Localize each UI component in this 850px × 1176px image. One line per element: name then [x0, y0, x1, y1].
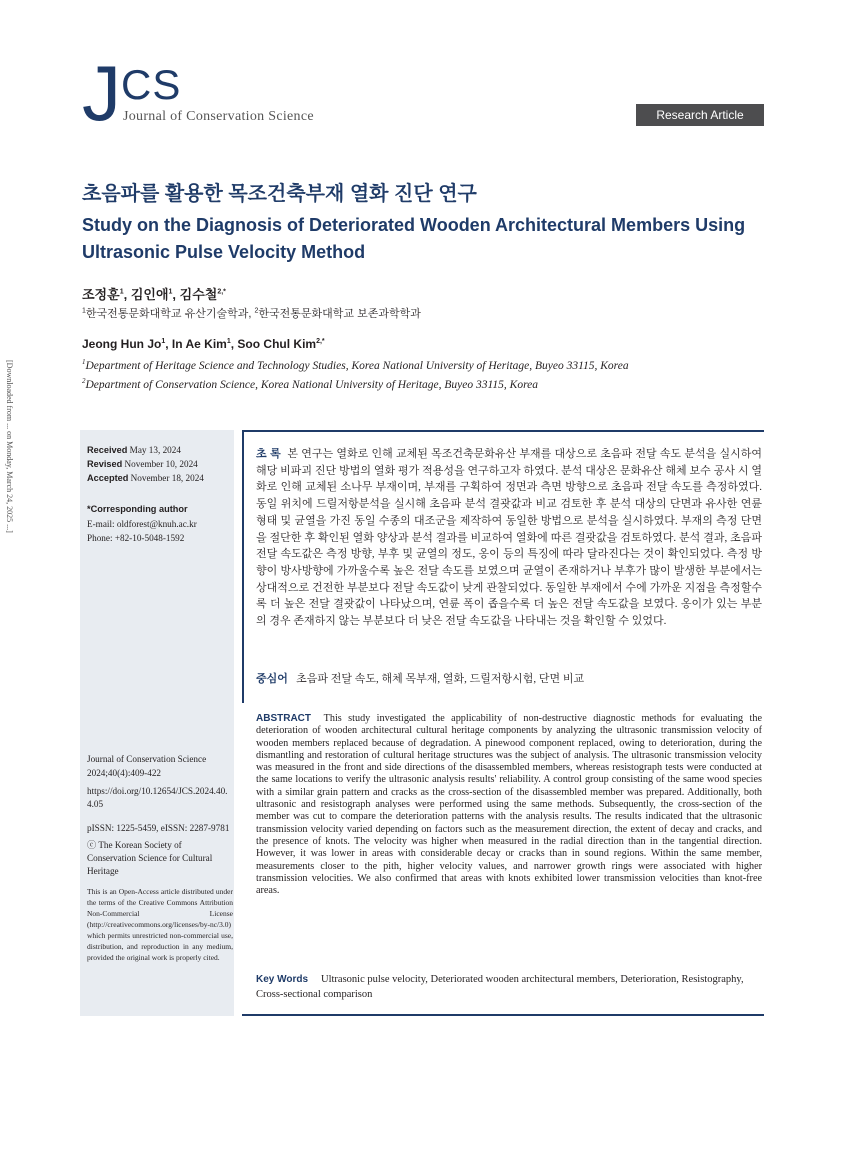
abstract-english-label: ABSTRACT [256, 713, 311, 724]
authors-english: Jeong Hun Jo$^1$, In Ae Kim$^1$, Soo Chul Kim$^{2,*}$ [82, 337, 325, 351]
journal-logo-j: J [82, 49, 121, 137]
keywords-korean: 중심어 초음파 전달 속도, 해체 목부재, 열화, 드릴저항시험, 단면 비교 [256, 673, 585, 685]
title-korean: 초음파를 활용한 목조건축부재 열화 진단 연구 [82, 183, 477, 205]
corresponding-phone: Phone: +82-10-5048-1592 [87, 533, 185, 543]
author-name: Soo Chul Kim [237, 337, 317, 351]
download-note: [Downloaded from ... on Monday, March 24, 2025 ...] [5, 360, 14, 533]
authors-korean: 조정훈$^1$, 김인애$^1$, 김수철$^{2,*}$ [82, 287, 226, 302]
abstract-korean-label: 초 록 [256, 448, 281, 460]
keywords-english: Key Words Ultrasonic pulse velocity, Deteriorated wooden architectural members, Deterioration, Resistography, Cross-sectional comparison [256, 974, 744, 1000]
copyright: ⓒ The Korean Society of Conservation Science for Cultural Heritage [87, 840, 213, 876]
author-name: 김인애 [130, 287, 169, 302]
author-name: In Ae Kim [171, 337, 227, 351]
doi-link[interactable]: https://doi.org/10.12654/JCS.2024.40.4.05 [87, 786, 228, 809]
journal-name: Journal of Conservation Science [123, 109, 314, 124]
journal-citation-line1: Journal of Conservation Science [87, 754, 207, 764]
revised-date: Revised November 10, 2024 [87, 459, 198, 469]
journal-logo-cs: CS [121, 61, 182, 108]
affiliation-english-1: $^1$Department of Heritage Science and Technology Studies, Korea National University of Heritage, Buyeo 33115, Korea [82, 358, 629, 372]
journal-citation-line2: 2024;40(4):409-422 [87, 768, 162, 778]
title-english: Study on the Diagnosis of Deteriorated Wooden Architectural Members Using Ultrasonic Pulse Velocity Method [82, 215, 746, 262]
author-name: 조정훈 [82, 287, 120, 302]
abstract-left-rule [242, 430, 244, 703]
abstract-bottom-rule [242, 1014, 764, 1016]
license-text: This is an Open-Access article distributed under the terms of the Creative Commons Attribution Non-Commercial License (http://creativecommons.org/licenses/by-nc/3.0) which permits unrestricted non-commercial use, distribution, and reproduction in any medium, provided the original work is properly cited. [87, 887, 233, 962]
author-name: 김수철 [179, 287, 218, 302]
abstract-korean: 초 록 본 연구는 열화로 인해 교체된 목조건축문화유산 부재를 대상으로 초음파 전달 속도 분석을 실시하여 해당 비파괴 진단 방법의 열화 평가 적용성을 연구하고자 하였다. 분석 대상은 문화유산 해체 보수 공사 시 열화로 인해 교체된 소나무 부재이며, 부재를 구획하여 정면과 측면 방향으로 초음파 전달 속도를 측정하였다. 동일 위치에 드릴저항분석을 실시해 초음파 분석 결괏값과 비교 검토한 후 분석 대상의 단면과 유사한 연륜 형태 및 균열을 가진 동일 수종의 대조군을 제작하여 동일한 방법으로 분석을 실시하였다. 부재의 측정 단면을 절단한 후 확인된 열화 양상과 분석 결과를 비교하여 열화에 따른 결괏값을 검토하였다. 분석 결과, 초음파 전달 속도값은 측정 방향, 부후 및 균열의 정도, 옹이 등의 특징에 따라 달라진다는 것이 확인되었다. 측정 방향이 방사방향에 가까울수록 높은 전달 속도를 보였으며 균열이 존재하거나 부후가 많이 발생한 부분에서는 상대적으로 건전한 부분보다 전달 속도값이 낮게 관찰되었다. 동일한 부재에서 수에 가까운 지점을 측정할수록 더 높은 전달 결괏값이 나타났으며, 연륜 폭이 좁을수록 더 높은 전달 속도값을 보였다. 옹이가 있는 부분의 경우 존재하지 않는 부분보다 더 낮은 전달 속도값을 나타내는 것을 확인할 수 있었다. [256, 448, 763, 628]
abstract-english: ABSTRACT This study investigated the applicability of non-destructive diagnostic methods for evaluating the deterioration of wooden architectural cultural heritage components by analyzing the ultrasonic transmission velocity of wooden members replaced because of degradation. A pinewood component replaced, owing to deterioration, during the dismantling and restoration of cultural heritage structures was the subject of analysis. The ultrasonic transmission velocity was measured in the front and side directions of the disassembled members, whereas resistograph tests were conducted at the same locations to verify the ultrasonic analysis results' reliability. A control group consisting of the same wood species with a similar grain pattern and cracks as the cross-section of the disassembled member was prepared. Additionally, both ultrasonic and resistograph analyses were performed using the same methods. Subsequently, the cross-section of the member was cut to compare the deterioration patterns with the analysis results. The results indicated that the ultrasonic transmission velocity varied depending on factors such as the measurement direction, the extent of decay and cracks, and the presence of knots. The velocity was higher when measured in the radial direction than in the tangential direction. However, it was lower in areas with considerable decay or cracks than in sound regions. Within the same member, measurements closer to the pith, higher velocity values, and narrower growth rings were associated with higher transmission velocities. We also confirmed that areas with knots exhibited lower transmission velocities than knot-free areas. [256, 713, 762, 897]
article-type-badge: Research Article [636, 104, 764, 126]
corresponding-author-label: *Corresponding author [87, 504, 188, 514]
issn: pISSN: 1225-5459, eISSN: 2287-9781 [87, 823, 230, 833]
affiliation-english-2: $^2$Department of Conservation Science, Korea National University of Heritage, Buyeo 33115, Korea [82, 377, 538, 391]
corresponding-email[interactable]: E-mail: oldforest@knuh.ac.kr [87, 519, 197, 529]
affiliations-korean: $^1$한국전통문화대학교 유산기술학과, $^2$한국전통문화대학교 보존과학학과 [82, 307, 421, 320]
received-date: Received May 13, 2024 [87, 445, 181, 455]
author-name: Jeong Hun Jo [82, 337, 162, 351]
accepted-date: Accepted November 18, 2024 [87, 473, 204, 483]
abstract-top-rule [242, 430, 764, 432]
